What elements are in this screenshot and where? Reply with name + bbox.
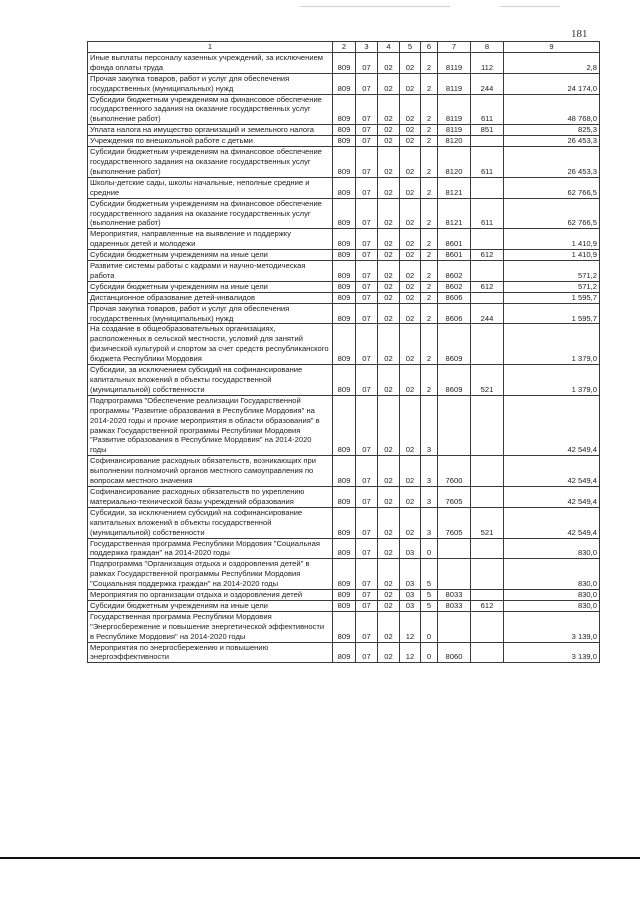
row-value-cell: 07 <box>356 94 378 125</box>
row-value-cell: 02 <box>378 303 400 324</box>
row-value-cell: 809 <box>333 600 356 611</box>
row-name-cell: Субсидии бюджетным учреждениям на иные цели <box>88 281 333 292</box>
row-value-cell: 244 <box>471 73 504 94</box>
row-name-cell: Мероприятия по организации отдыха и оздоровления детей <box>88 590 333 601</box>
row-value-cell: 3 <box>421 456 438 487</box>
row-value-cell: 02 <box>400 292 421 303</box>
row-value-cell: 8602 <box>438 261 471 282</box>
table-row <box>88 292 600 303</box>
row-value-cell: 809 <box>333 261 356 282</box>
row-value-cell: 02 <box>400 94 421 125</box>
table-row <box>88 611 600 642</box>
scan-mark <box>300 6 450 7</box>
table-row <box>88 147 600 178</box>
column-header: 1 <box>88 42 333 53</box>
row-value-cell: 809 <box>333 486 356 507</box>
row-name-cell: Иные выплаты персоналу казенных учреждений, за исключением фонда оплаты труда <box>88 52 333 73</box>
row-name-cell: Прочая закупка товаров, работ и услуг для обеспечения государственных (муниципальных) нужд <box>88 303 333 324</box>
column-header: 8 <box>471 42 504 53</box>
row-name-cell: Мероприятия, направленные на выявление и поддержку одаренных детей и молодежи <box>88 229 333 250</box>
row-value-cell: 8602 <box>438 281 471 292</box>
table-row <box>88 281 600 292</box>
column-header: 9 <box>504 42 600 53</box>
row-value-cell: 2 <box>421 136 438 147</box>
row-value-cell: 851 <box>471 125 504 136</box>
row-value-cell: 809 <box>333 52 356 73</box>
row-value-cell: 809 <box>333 559 356 590</box>
row-value-cell: 42 549,4 <box>504 507 600 538</box>
row-value-cell: 02 <box>400 303 421 324</box>
row-value-cell: 07 <box>356 590 378 601</box>
row-value-cell: 8606 <box>438 303 471 324</box>
row-value-cell: 5 <box>421 590 438 601</box>
row-value-cell: 02 <box>400 229 421 250</box>
row-value-cell: 830,0 <box>504 590 600 601</box>
row-value-cell: 809 <box>333 324 356 365</box>
row-value-cell: 02 <box>400 395 421 455</box>
row-value-cell: 8601 <box>438 229 471 250</box>
row-name-cell: На создание в общеобразовательных организациях, расположенных в сельской местности, условий для занятий физической культурой и спортом за счет средств республиканского бюджета Республики Мордовия <box>88 324 333 365</box>
row-value-cell: 07 <box>356 507 378 538</box>
row-name-cell: Субсидии, за исключением субсидий на софинансирование капитальных вложений в объекты государственной (муниципальной) собственности <box>88 365 333 396</box>
row-value-cell: 8033 <box>438 600 471 611</box>
row-name-cell: Уплата налога на имущество организаций и земельного налога <box>88 125 333 136</box>
row-value-cell: 2 <box>421 261 438 282</box>
row-value-cell: 244 <box>471 303 504 324</box>
row-value-cell: 8121 <box>438 198 471 229</box>
row-value-cell: 02 <box>378 261 400 282</box>
row-value-cell: 42 549,4 <box>504 456 600 487</box>
row-value-cell: 07 <box>356 147 378 178</box>
row-value-cell: 02 <box>378 281 400 292</box>
row-value-cell: 571,2 <box>504 281 600 292</box>
row-name-cell: Подпрограмма "Обеспечение реализации Государственной программы "Развитие образования в Республике Мордовия" на 2014-2020 годы и прочие мероприятия в области образования" в рамках Государственной программы Республики Мордовия "Развитие образования в Республике Мордовия" на 2014-2020 годы <box>88 395 333 455</box>
row-name-cell: Государственная программа Республики Мордовия "Социальная поддержка граждан" на 2014-2020 годы <box>88 538 333 559</box>
row-value-cell: 2 <box>421 229 438 250</box>
row-value-cell: 07 <box>356 250 378 261</box>
row-value-cell <box>471 261 504 282</box>
row-value-cell: 3 <box>421 395 438 455</box>
row-value-cell: 2 <box>421 292 438 303</box>
row-value-cell: 825,3 <box>504 125 600 136</box>
row-value-cell: 809 <box>333 590 356 601</box>
row-value-cell: 2 <box>421 125 438 136</box>
row-value-cell: 8060 <box>438 642 471 663</box>
row-value-cell: 02 <box>400 52 421 73</box>
row-value-cell: 3 <box>421 507 438 538</box>
row-value-cell <box>471 642 504 663</box>
row-value-cell: 26 453,3 <box>504 147 600 178</box>
row-value-cell: 611 <box>471 198 504 229</box>
row-value-cell: 02 <box>378 147 400 178</box>
row-value-cell: 612 <box>471 250 504 261</box>
row-value-cell: 02 <box>378 365 400 396</box>
row-value-cell <box>471 538 504 559</box>
row-value-cell: 809 <box>333 611 356 642</box>
row-value-cell: 02 <box>378 611 400 642</box>
row-value-cell: 521 <box>471 507 504 538</box>
table-row <box>88 600 600 611</box>
scan-mark <box>500 6 560 7</box>
row-value-cell <box>471 456 504 487</box>
row-value-cell: 07 <box>356 642 378 663</box>
row-value-cell: 809 <box>333 73 356 94</box>
row-value-cell: 02 <box>400 324 421 365</box>
row-value-cell: 1 595,7 <box>504 303 600 324</box>
table-row <box>88 229 600 250</box>
row-value-cell: 611 <box>471 94 504 125</box>
row-value-cell: 3 139,0 <box>504 611 600 642</box>
row-value-cell: 830,0 <box>504 559 600 590</box>
row-value-cell: 809 <box>333 147 356 178</box>
row-value-cell: 3 <box>421 486 438 507</box>
row-value-cell: 02 <box>378 538 400 559</box>
row-name-cell: Софинансирование расходных обязательств, возникающих при выполнении полномочий органов местного самоуправления по вопросам местного значения <box>88 456 333 487</box>
row-value-cell: 830,0 <box>504 600 600 611</box>
row-value-cell <box>438 559 471 590</box>
row-value-cell: 02 <box>400 365 421 396</box>
row-value-cell: 02 <box>400 198 421 229</box>
row-value-cell: 1 410,9 <box>504 250 600 261</box>
row-value-cell: 0 <box>421 538 438 559</box>
row-value-cell: 3 139,0 <box>504 642 600 663</box>
row-value-cell <box>471 136 504 147</box>
row-value-cell: 02 <box>378 250 400 261</box>
row-value-cell: 612 <box>471 600 504 611</box>
row-value-cell: 07 <box>356 559 378 590</box>
row-name-cell: Субсидии бюджетным учреждениям на финансовое обеспечение государственного задания на оказание государственных услуг (выполнение работ) <box>88 94 333 125</box>
row-value-cell <box>438 538 471 559</box>
row-value-cell: 2 <box>421 198 438 229</box>
row-value-cell: 809 <box>333 125 356 136</box>
row-value-cell <box>471 292 504 303</box>
row-value-cell: 809 <box>333 177 356 198</box>
row-value-cell: 1 379,0 <box>504 365 600 396</box>
row-value-cell: 07 <box>356 292 378 303</box>
row-value-cell: 1 595,7 <box>504 292 600 303</box>
row-value-cell: 42 549,4 <box>504 486 600 507</box>
column-header: 6 <box>421 42 438 53</box>
row-value-cell: 809 <box>333 642 356 663</box>
column-header: 5 <box>400 42 421 53</box>
row-value-cell: 2 <box>421 365 438 396</box>
column-header: 2 <box>333 42 356 53</box>
row-value-cell <box>471 395 504 455</box>
row-value-cell: 48 768,0 <box>504 94 600 125</box>
table-row <box>88 507 600 538</box>
row-value-cell: 03 <box>400 600 421 611</box>
row-value-cell: 611 <box>471 147 504 178</box>
column-header: 4 <box>378 42 400 53</box>
row-value-cell: 12 <box>400 611 421 642</box>
page-number: 181 <box>571 28 588 40</box>
row-value-cell: 02 <box>378 590 400 601</box>
row-name-cell: Субсидии бюджетным учреждениям на финансовое обеспечение государственного задания на оказание государственных услуг (выполнение работ) <box>88 147 333 178</box>
row-value-cell: 7600 <box>438 456 471 487</box>
row-value-cell: 03 <box>400 559 421 590</box>
row-value-cell: 2 <box>421 177 438 198</box>
row-value-cell: 02 <box>378 642 400 663</box>
row-name-cell: Государственная программа Республики Мордовия "Энергосбережение и повышение энергетической эффективности в Республике Мордовия" на 2014-2020 годы <box>88 611 333 642</box>
row-value-cell: 07 <box>356 486 378 507</box>
row-name-cell: Субсидии бюджетным учреждениям на иные цели <box>88 600 333 611</box>
table-row <box>88 73 600 94</box>
table-row <box>88 486 600 507</box>
table-row <box>88 303 600 324</box>
row-value-cell: 07 <box>356 177 378 198</box>
row-value-cell: 571,2 <box>504 261 600 282</box>
row-value-cell: 809 <box>333 136 356 147</box>
row-value-cell: 1 379,0 <box>504 324 600 365</box>
row-value-cell: 02 <box>378 136 400 147</box>
row-value-cell: 07 <box>356 229 378 250</box>
row-value-cell: 02 <box>378 324 400 365</box>
row-value-cell: 02 <box>378 600 400 611</box>
table-row <box>88 642 600 663</box>
row-value-cell <box>471 559 504 590</box>
row-value-cell: 2 <box>421 147 438 178</box>
row-name-cell: Дистанционное образование детей-инвалидов <box>88 292 333 303</box>
row-value-cell: 07 <box>356 395 378 455</box>
row-value-cell: 03 <box>400 538 421 559</box>
row-value-cell: 02 <box>400 486 421 507</box>
header-row <box>88 42 600 53</box>
row-value-cell: 02 <box>378 73 400 94</box>
row-value-cell: 0 <box>421 611 438 642</box>
row-value-cell: 07 <box>356 538 378 559</box>
row-value-cell: 809 <box>333 292 356 303</box>
row-value-cell <box>471 486 504 507</box>
row-value-cell: 809 <box>333 507 356 538</box>
row-value-cell: 02 <box>378 486 400 507</box>
row-value-cell: 07 <box>356 365 378 396</box>
column-header: 7 <box>438 42 471 53</box>
row-value-cell: 809 <box>333 395 356 455</box>
row-value-cell: 07 <box>356 324 378 365</box>
table-row <box>88 590 600 601</box>
bottom-rule <box>0 857 640 859</box>
table-row <box>88 395 600 455</box>
row-value-cell: 830,0 <box>504 538 600 559</box>
row-value-cell: 07 <box>356 198 378 229</box>
row-value-cell: 07 <box>356 261 378 282</box>
row-value-cell: 62 766,5 <box>504 198 600 229</box>
row-value-cell: 2 <box>421 94 438 125</box>
row-value-cell: 8120 <box>438 147 471 178</box>
table-row <box>88 198 600 229</box>
row-value-cell: 07 <box>356 136 378 147</box>
row-value-cell: 02 <box>378 52 400 73</box>
row-value-cell: 02 <box>378 229 400 250</box>
row-name-cell: Прочая закупка товаров, работ и услуг для обеспечения государственных (муниципальных) нужд <box>88 73 333 94</box>
table-row <box>88 538 600 559</box>
table-row <box>88 250 600 261</box>
table-row <box>88 456 600 487</box>
table-row <box>88 177 600 198</box>
row-value-cell: 02 <box>400 507 421 538</box>
row-value-cell: 02 <box>400 281 421 292</box>
row-value-cell: 521 <box>471 365 504 396</box>
row-value-cell: 7605 <box>438 486 471 507</box>
table-row <box>88 559 600 590</box>
row-value-cell: 8119 <box>438 125 471 136</box>
row-value-cell: 809 <box>333 365 356 396</box>
row-name-cell: Школы-детские сады, школы начальные, неполные средние и средние <box>88 177 333 198</box>
row-value-cell: 809 <box>333 198 356 229</box>
row-value-cell <box>471 177 504 198</box>
row-value-cell: 612 <box>471 281 504 292</box>
row-value-cell: 0 <box>421 642 438 663</box>
table-row <box>88 365 600 396</box>
row-value-cell: 8120 <box>438 136 471 147</box>
row-name-cell: Субсидии, за исключением субсидий на софинансирование капитальных вложений в объекты государственной (муниципальной) собственности <box>88 507 333 538</box>
row-value-cell: 8033 <box>438 590 471 601</box>
row-value-cell: 07 <box>356 303 378 324</box>
row-value-cell: 2 <box>421 281 438 292</box>
row-value-cell: 7605 <box>438 507 471 538</box>
row-value-cell: 8119 <box>438 52 471 73</box>
row-value-cell: 02 <box>400 73 421 94</box>
table-row <box>88 94 600 125</box>
column-header: 3 <box>356 42 378 53</box>
row-value-cell: 2 <box>421 52 438 73</box>
row-value-cell: 809 <box>333 281 356 292</box>
row-value-cell <box>471 324 504 365</box>
row-value-cell: 07 <box>356 281 378 292</box>
row-value-cell: 02 <box>378 177 400 198</box>
row-value-cell: 2 <box>421 250 438 261</box>
row-value-cell: 02 <box>400 261 421 282</box>
row-value-cell: 8121 <box>438 177 471 198</box>
table-row <box>88 261 600 282</box>
row-value-cell: 62 766,5 <box>504 177 600 198</box>
row-value-cell: 42 549,4 <box>504 395 600 455</box>
table-row <box>88 52 600 73</box>
row-value-cell: 809 <box>333 538 356 559</box>
row-value-cell: 07 <box>356 125 378 136</box>
row-value-cell: 8606 <box>438 292 471 303</box>
row-name-cell: Мероприятия по энергосбережению и повышению энергоэффективности <box>88 642 333 663</box>
row-value-cell <box>471 229 504 250</box>
row-value-cell <box>471 590 504 601</box>
row-value-cell: 809 <box>333 94 356 125</box>
row-value-cell: 8609 <box>438 324 471 365</box>
row-value-cell: 02 <box>378 292 400 303</box>
row-value-cell: 809 <box>333 456 356 487</box>
row-name-cell: Субсидии бюджетным учреждениям на иные цели <box>88 250 333 261</box>
row-value-cell: 02 <box>378 125 400 136</box>
row-value-cell: 8609 <box>438 365 471 396</box>
budget-table <box>87 41 600 663</box>
row-value-cell: 02 <box>378 198 400 229</box>
row-value-cell: 03 <box>400 590 421 601</box>
row-value-cell: 02 <box>400 177 421 198</box>
row-name-cell: Подпрограмма "Организация отдыха и оздоровления детей" в рамках Государственной программы Республики Мордовия "Социальная поддержка граждан" на 2014-2020 годы <box>88 559 333 590</box>
row-value-cell: 07 <box>356 52 378 73</box>
row-value-cell: 24 174,0 <box>504 73 600 94</box>
table-row <box>88 136 600 147</box>
row-name-cell: Учреждения по внешкольной работе с детьми <box>88 136 333 147</box>
row-value-cell: 02 <box>378 507 400 538</box>
row-value-cell <box>438 611 471 642</box>
row-value-cell: 07 <box>356 73 378 94</box>
row-value-cell: 8119 <box>438 73 471 94</box>
row-value-cell: 5 <box>421 600 438 611</box>
row-value-cell: 809 <box>333 303 356 324</box>
row-value-cell: 2 <box>421 303 438 324</box>
row-name-cell: Субсидии бюджетным учреждениям на финансовое обеспечение государственного задания на оказание государственных услуг (выполнение работ) <box>88 198 333 229</box>
row-value-cell: 809 <box>333 250 356 261</box>
row-value-cell: 112 <box>471 52 504 73</box>
row-value-cell: 02 <box>378 559 400 590</box>
table-row <box>88 324 600 365</box>
row-value-cell: 02 <box>378 456 400 487</box>
row-value-cell: 8119 <box>438 94 471 125</box>
row-value-cell: 12 <box>400 642 421 663</box>
row-value-cell: 07 <box>356 456 378 487</box>
row-value-cell: 2 <box>421 73 438 94</box>
row-value-cell: 07 <box>356 600 378 611</box>
row-value-cell: 2 <box>421 324 438 365</box>
row-value-cell: 02 <box>400 147 421 178</box>
row-value-cell: 8601 <box>438 250 471 261</box>
row-value-cell: 02 <box>400 456 421 487</box>
row-value-cell: 02 <box>400 125 421 136</box>
row-value-cell: 07 <box>356 611 378 642</box>
row-value-cell: 2,8 <box>504 52 600 73</box>
row-value-cell: 26 453,3 <box>504 136 600 147</box>
row-value-cell: 5 <box>421 559 438 590</box>
row-value-cell: 02 <box>378 94 400 125</box>
row-name-cell: Софинансирование расходных обязательств по укреплению материально-технической базы учреждений образования <box>88 486 333 507</box>
row-value-cell <box>471 611 504 642</box>
row-value-cell <box>438 395 471 455</box>
row-name-cell: Развитие системы работы с кадрами и научно-методическая работа <box>88 261 333 282</box>
table-row <box>88 125 600 136</box>
row-value-cell: 02 <box>400 250 421 261</box>
row-value-cell: 02 <box>378 395 400 455</box>
row-value-cell: 809 <box>333 229 356 250</box>
row-value-cell: 1 410,9 <box>504 229 600 250</box>
row-value-cell: 02 <box>400 136 421 147</box>
